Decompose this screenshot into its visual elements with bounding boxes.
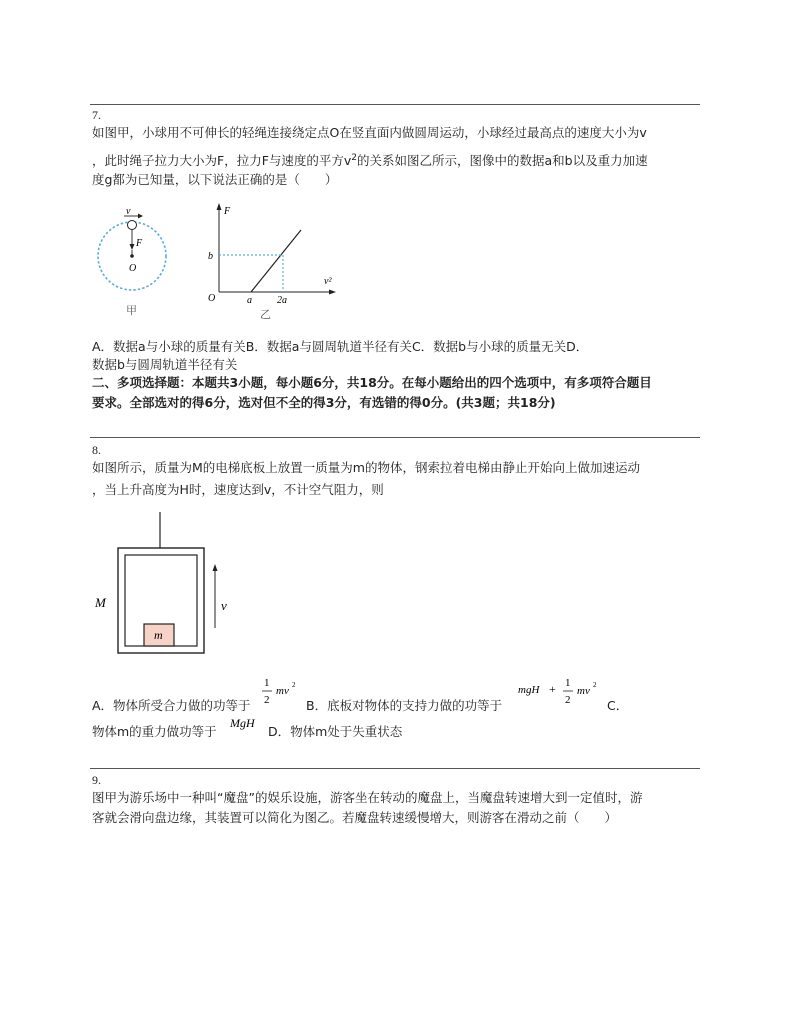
- svg-text:2: 2: [593, 681, 597, 689]
- q8-option-b: B．底板对物体的支持力做的功等于: [306, 698, 503, 713]
- svg-text:2: 2: [292, 681, 296, 689]
- velocity-arrowhead: [138, 214, 143, 219]
- label-2a: 2a: [277, 295, 287, 306]
- svg-text:mv: mv: [276, 685, 289, 697]
- caption-yi: 乙: [260, 309, 271, 321]
- q9-number: 9.: [92, 773, 101, 787]
- label-v2: v²: [324, 276, 332, 287]
- label-b: b: [208, 251, 213, 262]
- label-v: v: [126, 206, 131, 217]
- y-arrowhead: [217, 203, 222, 210]
- label-M: M: [95, 595, 106, 610]
- q7-number: 7.: [92, 108, 101, 122]
- center-point: [130, 254, 134, 258]
- label-O: O: [129, 263, 137, 274]
- q8-option-a: A．物体所受合力做的功等于: [92, 698, 251, 713]
- q8-option-c-line2: 物体m的重力做功等于: [92, 724, 217, 739]
- svg-text:2: 2: [565, 694, 571, 706]
- label-F: F: [136, 238, 143, 249]
- svg-text:1: 1: [264, 677, 270, 689]
- svg-text:+: +: [549, 682, 556, 696]
- svg-text:1: 1: [565, 677, 571, 689]
- q9-stem-line2: 客就会滑向盘边缘，其装置可以简化为图乙。若魔盘转速缓慢增大，则游客在滑动之前（ ）: [92, 810, 618, 825]
- svg-text:mv: mv: [577, 685, 590, 697]
- q8-option-a-formula: [262, 672, 308, 712]
- q8-stem-line2: ，当上升高度为H时，速度达到v，不计空气阻力，则: [92, 482, 384, 497]
- q9-separator: [90, 768, 700, 769]
- q7-figure-jia: [94, 204, 174, 324]
- label-m: m: [154, 628, 163, 642]
- q7-options-line1: A．数据a与小球的质量有关B．数据a与圆周轨道半径有关C．数据b与小球的质量无关D．: [92, 339, 589, 354]
- q8-option-c: C．: [607, 698, 629, 713]
- q7-stem-line2: [92, 150, 648, 169]
- svg-text:MgH: MgH: [230, 716, 255, 730]
- section2-line2: 要求。全部选对的得6分，选对但不全的得3分，有选错的得0分。(共3题；共18分): [92, 395, 556, 410]
- q7-stem-line2-a: ，此时绳子拉力大小为F，拉力F与速度的平方v: [92, 153, 352, 169]
- q8-option-d: D．物体m处于失重状态: [268, 724, 403, 739]
- q8-separator: [90, 437, 700, 438]
- q8-number: 8.: [92, 443, 101, 457]
- label-O-axis: O: [208, 293, 216, 304]
- q7-options-line2: 数据b与圆周轨道半径有关: [92, 357, 238, 372]
- q8-option-b-formula: [516, 674, 604, 714]
- section2-line1: 二、多项选择题：本题共3小题，每小题6分，共18分。在每小题给出的四个选项中，有多项符合题目: [92, 375, 652, 390]
- q7-stem-line3: 度g都为已知量，以下说法正确的是（ ）: [92, 172, 338, 187]
- q7-separator: [90, 104, 700, 105]
- q8-elevator-figure: [92, 508, 252, 658]
- q8-stem-line1: 如图所示，质量为M的电梯底板上放置一质量为m的物体，钢索拉着电梯由静止开始向上做加速运动: [92, 460, 640, 475]
- label-a: a: [247, 295, 252, 306]
- x-arrowhead: [329, 290, 336, 295]
- q7-stem-line2-b: 的关系如图乙所示，图像中的数据a和b以及重力加速: [357, 153, 648, 169]
- q7-stem-line1: 如图甲，小球用不可伸长的轻绳连接绕定点O在竖直面内做圆周运动，小球经过最高点的速度大小为v: [92, 125, 647, 140]
- force-arrowhead: [130, 244, 135, 250]
- q7-figure-yi: [200, 198, 350, 323]
- q9-stem-line1: 图甲为游乐场中一种叫“魔盘”的娱乐设施，游客坐在转动的魔盘上，当魔盘转速增大到一定值时，游: [92, 790, 643, 805]
- ball: [128, 221, 137, 230]
- graph-line: [251, 230, 301, 292]
- caption-jia: 甲: [126, 305, 137, 317]
- velocity-arrowhead: [213, 564, 218, 571]
- q7-stem-sup: 2: [351, 153, 358, 163]
- label-v: v: [221, 598, 227, 613]
- svg-text:2: 2: [264, 694, 270, 706]
- q8-option-c-formula: [228, 712, 268, 734]
- svg-text:mgH: mgH: [518, 684, 540, 696]
- label-F-axis: F: [224, 206, 231, 217]
